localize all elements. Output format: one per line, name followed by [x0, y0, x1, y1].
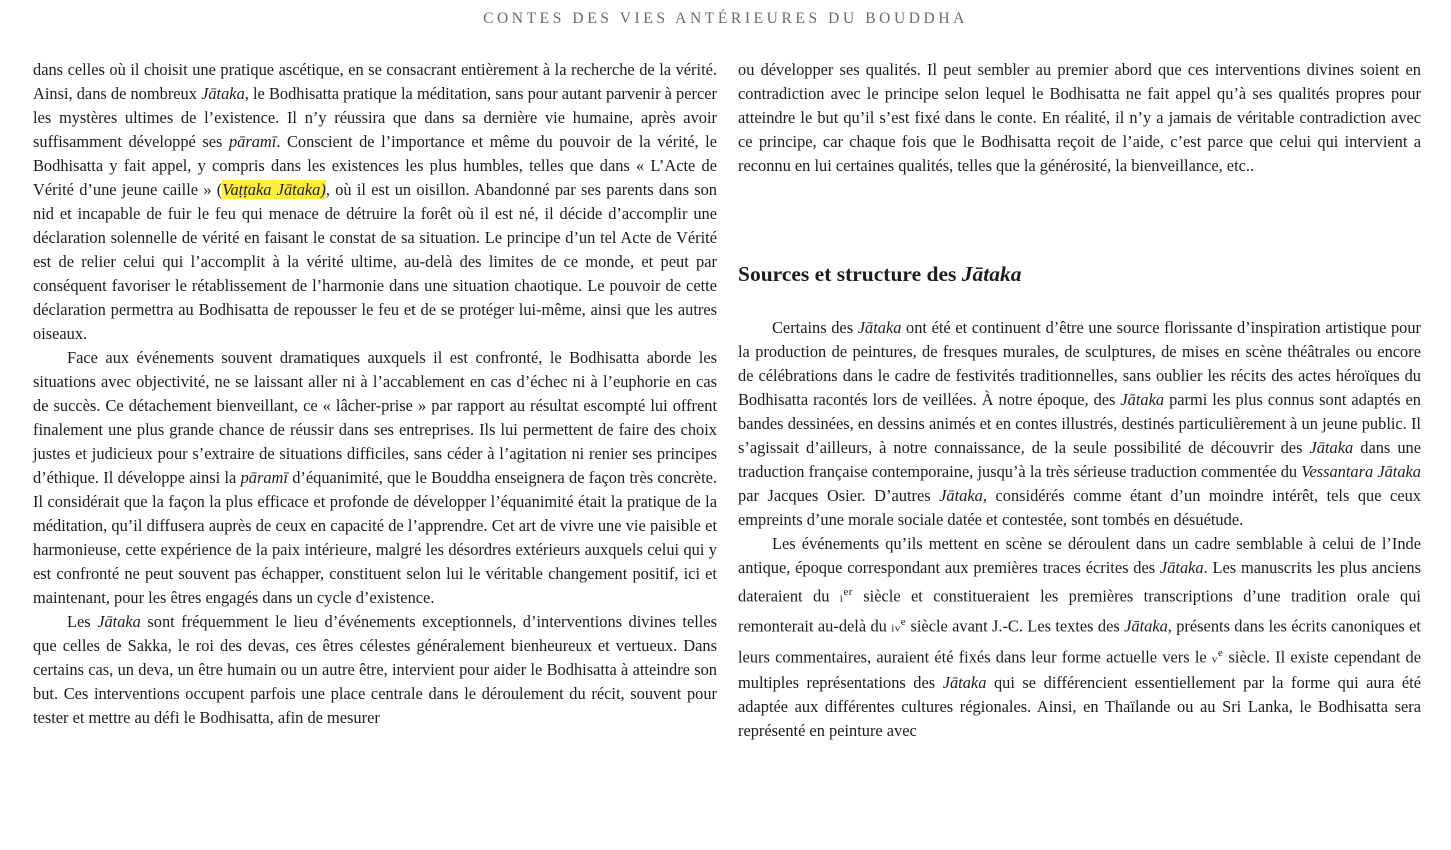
- text-span: parmi les plus connus sont adaptés en bandes dessinées, en dessins animés et en contes illustrés, destinés particulièrement à un jeune public. Il s’agissait d’ailleurs, à notre connaissance, de la seule possibilité de découvrir des: [738, 390, 1421, 457]
- italic-term: Jātaka: [1120, 390, 1165, 409]
- text-span: Les événements qu’ils mettent en scène se déroulent dans un cadre semblable à celui de l’Inde antique, époque correspondant aux premières traces écrites des: [738, 534, 1421, 577]
- text-span: Face aux événements souvent dramatiques auxquels il est confronté, le Bodhisatta aborde les situations avec objectivité, ne se laissant aller ni à l’accablement en cas d’échec ni à l’euphorie en cas de succès. Ce détachement bienveillant, ce « lâcher-prise » par rapport au résultat escompté lui offrent finalement une plus grande chance de réussir dans ses entreprises. Ils lui permettent de faire des choix justes et judicieux pour s’extraire de situations difficiles, sans céder à l’agitation ni renier ses principes d’éthique. Il développe ainsi la: [33, 348, 717, 487]
- text-span: dans une traduction française contemporaine, jusqu’à la très sérieuse traduction commentée du: [738, 438, 1421, 481]
- section-heading: [738, 260, 1421, 288]
- paragraph-truth: [33, 58, 717, 346]
- text-span: ont été et continuent d’être une source florissante d’inspiration artistique pour la production de peintures, de fresques murales, de sculptures, de mises en scène théâtrales ou encore de célébrations dans le cadre de festivités traditionnelles, sans oublier les récits des actes héroïques du Bodhisatta racontés lors de veillées. À notre époque, des: [738, 318, 1422, 409]
- italic-term: Vaṭṭaka Jātaka): [222, 180, 326, 199]
- text-span: par Jacques Osier. D’autres: [738, 486, 940, 505]
- text-span: Certains des: [772, 318, 858, 337]
- text-span: qui se différencient essentiellement par la forme qui aura été adaptée aux différentes cultures régionales. Ainsi, en Thaïlande ou au Sri Lanka, le Bodhisatta sera représenté en peinture avec: [738, 673, 1422, 741]
- text-span: , où il est un oisillon. Abandonné par ses parents dans son nid et incapable de fuir le feu qui menace de détruire la forêt où il est né, il décide d’accomplir une déclaration solennelle de vérité en faisant le constat de sa situation. Le principe d’un tel Acte de Vérité est de relier celui qui l’accomplit à la vérité ultime, au-delà des limites de ce monde, et peut par conséquent favoriser le rétablissement de l’harmonie dans une situation chaotique. Le pouvoir de cette déclaration permettra au Bodhisatta de repousser le feu et de se protéger lui-même, ainsi que les autres oiseaux.: [33, 180, 717, 343]
- century-numeral: i: [839, 592, 844, 605]
- italic-term: Jātaka: [1309, 438, 1354, 457]
- text-span: siècle avant J.-C. Les textes des: [906, 616, 1125, 636]
- ordinal-suffix: e: [1217, 646, 1224, 659]
- paragraph-interventions: [33, 610, 717, 730]
- paragraph-continuation: ou développer ses qualités. Il peut sembler au premier abord que ces interventions divines soient en contradiction avec le principe selon lequel le Bodhisatta ne fait appel qu’à ses qualités propres pour atteindre le but qu’il s’est fixé dans le conte. En réalité, il n’y a jamais de véritable contradiction avec ce principe, car chaque fois que le Bodhisatta reçoit de l’aide, c’est parce que celui qui intervient a reconnu en lui certaines qualités, telles que la générosité, la bienveillance, etc..: [738, 60, 1421, 175]
- spacer: [738, 288, 1421, 316]
- italic-term: Jātaka: [201, 84, 245, 103]
- text-span: d’équanimité, que le Bouddha enseignera de façon très concrète. Il considérait que la façon la plus efficace et profonde de développer l’équanimité était la pratique de la méditation, qu’il diffusera auprès de ceux en capacité de l’apprendre. Cet art de vivre une vie paisible et harmonieuse, cette expérience de la paix intérieure, malgré les désordres extérieurs auxquels celui qui y est confronté ne peut souvent pas échapper, constituent selon lui le véritable changement positif, ici et maintenant, pour les êtres engagés dans un cycle d’existence.: [33, 468, 718, 607]
- text-span: dans celles où il choisit une pratique ascétique, en se consacrant entièrement à la recherche de la vérité. Ainsi, dans de nombreux: [33, 60, 717, 103]
- italic-term: Jātaka: [939, 486, 983, 505]
- ordinal-suffix: e: [900, 616, 907, 629]
- text-span: , considérés comme étant d’un moindre intérêt, tels que ceux empreints d’une morale sociale datée et contestée, sont tombés en désuétude.: [738, 486, 1422, 529]
- left-column: [33, 58, 717, 730]
- text-span: siècle. Il existe cependant de multiples représentations des: [738, 647, 1422, 693]
- spacer: [738, 178, 1421, 260]
- text-span: siècle et constitueraient les premières transcriptions d’une tradition orale qui remonterait au-delà du: [738, 586, 1421, 636]
- heading-italic-term: Jātaka: [961, 262, 1022, 286]
- paragraph-equanimity: [33, 346, 717, 610]
- text-span: . Les manuscrits les plus anciens dateraient du: [738, 558, 1421, 606]
- running-head: CONTES DES VIES ANTÉRIEURES DU BOUDDHA: [483, 10, 968, 27]
- text-span: . Conscient de l’importance et même du pouvoir de la vérité, le Bodhisatta y fait appel, y compris dans les existences les plus humbles, telles que dans « L’Acte de Vérité d’une jeune caille » (: [33, 132, 718, 199]
- paragraph-sources: [738, 316, 1421, 532]
- ordinal-suffix: er: [843, 586, 853, 598]
- text-span: Les: [67, 612, 98, 631]
- heading-text: Sources et structure des: [738, 262, 962, 286]
- text-span: sont fréquemment le lieu d’événements exceptionnels, d’interventions divines telles que celles de Sakka, le roi des devas, ces êtres célestes généralement bienheureux et vertueux. Dans certains cas, un deva, un être humain ou un autre être, intervient pour aider le Bodhisatta à atteindre son but. Ces interventions occupent parfois une place centrale dans le déroulement du récit, souvent pour tester et mettre au défi le Bodhisatta, afin de mesurer: [33, 612, 717, 727]
- italic-term: Jātaka: [857, 318, 902, 337]
- italic-term: Jātaka: [942, 673, 987, 693]
- italic-term: Vessantara Jātaka: [1301, 462, 1422, 481]
- italic-term: pāramī: [228, 132, 277, 151]
- italic-term: Jātaka: [1159, 558, 1204, 577]
- century-numeral: iv: [891, 622, 901, 635]
- right-column: [738, 58, 1421, 743]
- italic-term: Jātaka: [1124, 616, 1168, 636]
- italic-term: pāramī: [240, 468, 288, 487]
- italic-term: Jātaka: [97, 612, 141, 631]
- century-numeral: v: [1211, 653, 1218, 666]
- paragraph-structure: [738, 532, 1421, 743]
- text-span: , le Bodhisatta pratique la méditation, sans pour autant parvenir à percer les mystères ultimes de l’existence. Il n’y réussira que dans sa dernière vie humaine, après avoir suffisamment développé ses: [33, 84, 717, 151]
- highlighted-text[interactable]: [222, 180, 326, 199]
- text-span: , présents dans les écrits canoniques et leurs commentaires, auraient été fixés dans leur forme actuelle vers le: [738, 616, 1421, 667]
